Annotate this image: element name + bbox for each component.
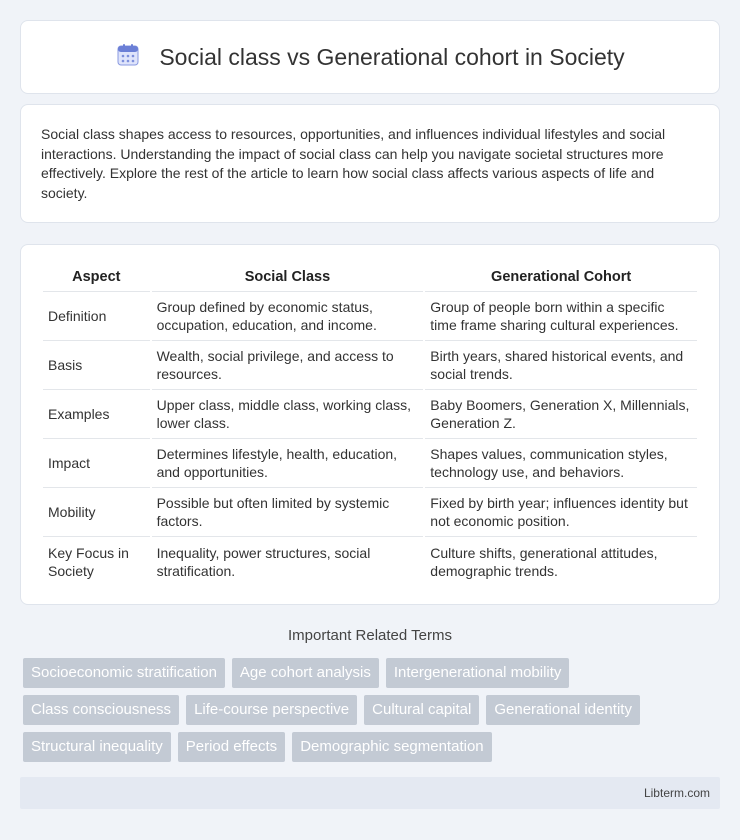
- footer-site-link[interactable]: Libterm.com: [643, 786, 710, 800]
- column-header-social-class: Social Class: [152, 265, 424, 292]
- row-social-class: Determines lifestyle, health, education, and opportunities.: [152, 439, 424, 488]
- related-term-tag[interactable]: Demographic segmentation: [292, 732, 491, 762]
- row-generational-cohort: Culture shifts, generational attitudes, demographic trends.: [430, 544, 658, 579]
- row-social-class: Upper class, middle class, working class, lower class.: [152, 390, 424, 439]
- page-title: Social class vs Generational cohort in Society: [159, 43, 625, 70]
- row-aspect: Basis: [43, 341, 150, 390]
- row-social-class: Possible but often limited by systemic factors.: [152, 488, 424, 537]
- row-generational-cohort: Fixed by birth year; influences identity but not economic position.: [425, 488, 697, 537]
- related-term-tag[interactable]: Structural inequality: [23, 732, 171, 762]
- row-generational-cohort: Group of people born within a specific time frame sharing cultural experiences.: [425, 292, 697, 341]
- row-aspect: Key Focus in Society: [48, 544, 129, 579]
- calendar-icon: [115, 42, 141, 73]
- row-generational-cohort: Birth years, shared historical events, and social trends.: [425, 341, 697, 390]
- related-term-tag[interactable]: Generational identity: [486, 695, 640, 725]
- column-header-generational-cohort: Generational Cohort: [425, 265, 697, 292]
- intro-text: Social class shapes access to resources, opportunities, and influences individual lifestyles and social interactions. Understanding the impact of social class can help you navigate societal structures more effectively. Explore the rest of the article to learn how social class affects various aspects of life and society.: [41, 126, 666, 201]
- table-row: [43, 537, 697, 586]
- related-term-tag[interactable]: Class consciousness: [23, 695, 179, 725]
- related-term-tag[interactable]: Age cohort analysis: [232, 658, 379, 688]
- related-term-tag[interactable]: Life-course perspective: [186, 695, 357, 725]
- table-row: [43, 341, 697, 390]
- row-social-class: Wealth, social privilege, and access to resources.: [152, 341, 424, 390]
- row-social-class: Inequality, power structures, social stratification.: [156, 544, 371, 579]
- table-header-row: [43, 265, 697, 292]
- comparison-table: [41, 265, 699, 586]
- column-header-aspect: Aspect: [43, 265, 150, 292]
- related-term-tag[interactable]: Socioeconomic stratification: [23, 658, 225, 688]
- title-wrap: [115, 42, 624, 73]
- table-row: [43, 292, 697, 341]
- related-term-tag[interactable]: Period effects: [178, 732, 285, 762]
- comparison-table-card: [20, 244, 720, 605]
- footer: [20, 777, 720, 809]
- table-row: [43, 439, 697, 488]
- row-generational-cohort: Shapes values, communication styles, technology use, and behaviors.: [425, 439, 697, 488]
- header-card: [20, 20, 720, 94]
- row-social-class: Group defined by economic status, occupation, education, and income.: [152, 292, 424, 341]
- table-row: [43, 390, 697, 439]
- related-terms-list: [23, 658, 723, 762]
- intro-card: [20, 104, 720, 223]
- row-aspect: Examples: [43, 390, 150, 439]
- related-term-tag[interactable]: Intergenerational mobility: [386, 658, 570, 688]
- row-generational-cohort: Baby Boomers, Generation X, Millennials, Generation Z.: [425, 390, 697, 439]
- related-term-tag[interactable]: Cultural capital: [364, 695, 479, 725]
- row-aspect: Mobility: [43, 488, 150, 537]
- related-terms-title: Important Related Terms: [288, 627, 452, 644]
- row-aspect: Impact: [43, 439, 150, 488]
- row-aspect: Definition: [43, 292, 150, 341]
- table-row: [43, 488, 697, 537]
